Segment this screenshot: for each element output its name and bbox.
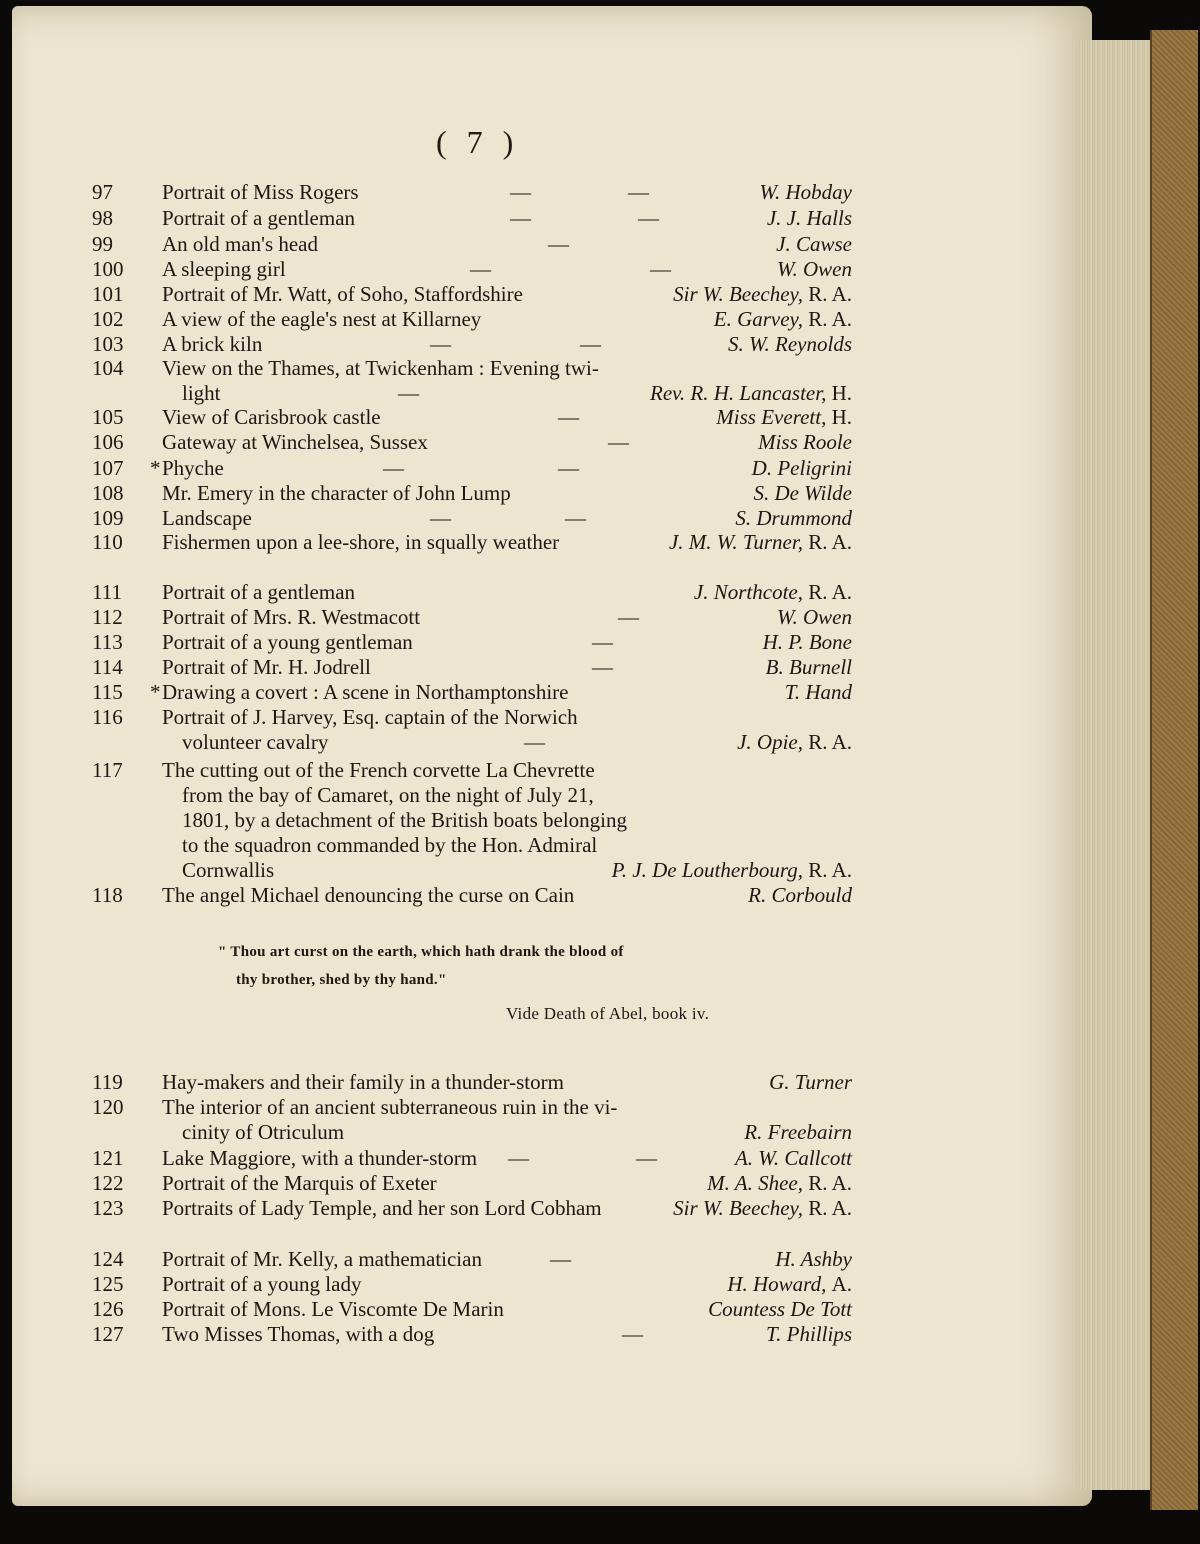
dash-separator: — — [638, 206, 659, 230]
page-number: ( 7 ) — [436, 124, 520, 160]
entry-number: 97 — [92, 180, 113, 204]
entry-artist: S. De Wilde — [753, 481, 852, 505]
entry-title: Portrait of a young gentleman — [162, 630, 413, 654]
dash-separator: — — [565, 506, 586, 530]
dash-separator: — — [430, 506, 451, 530]
entry-title: Mr. Emery in the character of John Lump — [162, 481, 511, 505]
entry-title-line: Cornwallis — [182, 858, 275, 882]
entry-number: 109 — [92, 506, 124, 530]
entry-row — [0, 1322, 1080, 1348]
entry-artist: Sir W. Beechey, R. A. — [673, 282, 852, 306]
entry-title: View on the Thames, at Twickenham : Evening twi- — [162, 356, 599, 380]
entry-number: 116 — [92, 705, 123, 729]
entry-row — [0, 580, 1080, 606]
asterisk-mark: * — [150, 456, 161, 480]
artist-suffix: R. A. — [808, 1196, 852, 1220]
entry-number: 124 — [92, 1247, 124, 1271]
entry-title: Portrait of Mr. Kelly, a mathematician — [162, 1247, 482, 1271]
entry-number: 122 — [92, 1171, 124, 1195]
entry-title: Portrait of a gentleman — [162, 580, 356, 604]
asterisk-mark: * — [150, 680, 161, 704]
entry-title: Portrait of Miss Rogers — [162, 180, 359, 204]
entry-number: 127 — [92, 1322, 124, 1346]
dash-separator: — — [618, 605, 639, 629]
entry-artist: W. Owen — [776, 605, 852, 629]
dash-separator: — — [430, 332, 451, 356]
entry-row — [0, 605, 1080, 631]
entry-number: 112 — [92, 605, 123, 629]
entry-artist: Rev. R. H. Lancaster, H. — [650, 381, 852, 405]
entry-number: 103 — [92, 332, 124, 356]
entry-title: Portrait of Mr. Watt, of Soho, Staffordshire — [162, 282, 523, 306]
entry-row — [0, 307, 1080, 333]
artist-suffix: H. — [831, 405, 852, 429]
entry-row — [0, 1095, 1080, 1121]
entry-row — [0, 1297, 1080, 1323]
entry-artist: G. Turner — [769, 1070, 852, 1094]
dash-separator: — — [608, 430, 629, 454]
entry-title-line: 1801, by a detachment of the British boats belonging — [182, 808, 627, 832]
entry-number: 111 — [92, 580, 122, 604]
entry-number: 113 — [92, 630, 123, 654]
entry-title: A sleeping girl — [162, 257, 286, 281]
entry-continuation — [0, 783, 1080, 809]
entry-title: Hay-makers and their family in a thunder-storm — [162, 1070, 564, 1094]
entry-row — [0, 456, 1080, 482]
artist-suffix: R. A. — [808, 858, 852, 882]
entry-row — [0, 257, 1080, 283]
entry-continuation — [0, 381, 1080, 407]
entry-title: Portrait of J. Harvey, Esq. captain of the Norwich — [162, 705, 578, 729]
entry-title: A view of the eagle's nest at Killarney — [162, 307, 482, 331]
entry-title: Portrait of a gentleman — [162, 206, 356, 230]
entry-row — [0, 1196, 1080, 1222]
entry-artist: Sir W. Beechey, R. A. — [673, 1196, 852, 1220]
entry-artist: R. Freebairn — [744, 1120, 852, 1144]
entry-artist: B. Burnell — [765, 655, 852, 679]
entry-number: 125 — [92, 1272, 124, 1296]
entry-artist: J. Northcote, R. A. — [693, 580, 852, 604]
entry-row — [0, 1272, 1080, 1298]
artist-suffix: H. — [831, 381, 852, 405]
entry-artist: J. M. W. Turner, R. A. — [668, 530, 852, 554]
entry-artist: Miss Everett, H. — [716, 405, 852, 429]
dash-separator: — — [592, 630, 613, 654]
entry-row — [0, 883, 1080, 909]
dash-separator: — — [558, 456, 579, 480]
quote-reference: Vide Death of Abel, book iv. — [506, 1004, 710, 1023]
entry-artist: M. A. Shee, R. A. — [707, 1171, 852, 1195]
entry-row — [0, 356, 1080, 382]
entry-row — [0, 705, 1080, 731]
dash-separator: — — [398, 381, 419, 405]
entry-title: Landscape — [162, 506, 252, 530]
entry-title-line: light — [182, 381, 221, 405]
entry-row — [0, 232, 1080, 258]
artist-suffix: A. — [831, 1272, 852, 1296]
entry-number: 120 — [92, 1095, 124, 1119]
entry-title: Portrait of Mons. Le Viscomte De Marin — [162, 1297, 504, 1321]
dash-separator: — — [580, 332, 601, 356]
entry-row — [0, 1247, 1080, 1273]
entry-row — [0, 758, 1080, 784]
entry-title: The angel Michael denouncing the curse on Cain — [162, 883, 575, 907]
entry-title: Fishermen upon a lee-shore, in squally weather — [162, 530, 560, 554]
entry-number: 99 — [92, 232, 113, 256]
entry-number: 123 — [92, 1196, 124, 1220]
artist-suffix: R. A. — [808, 1171, 852, 1195]
dash-separator: — — [524, 730, 545, 754]
entry-number: 110 — [92, 530, 123, 554]
dash-separator: — — [550, 1247, 571, 1271]
entry-continuation — [0, 1120, 1080, 1146]
entry-row — [0, 530, 1080, 556]
entry-artist: T. Phillips — [766, 1322, 852, 1346]
entry-title: Portrait of a young lady — [162, 1272, 362, 1296]
artist-suffix: R. A. — [808, 730, 852, 754]
dash-separator: — — [650, 257, 671, 281]
artist-suffix: R. A. — [808, 307, 852, 331]
entry-artist: A. W. Callcott — [734, 1146, 852, 1170]
entry-number: 98 — [92, 206, 113, 230]
entry-title-line: cinity of Otriculum — [182, 1120, 345, 1144]
artist-suffix: R. A. — [808, 580, 852, 604]
entry-artist: J. Cawse — [776, 232, 852, 256]
entry-row — [0, 481, 1080, 507]
dash-separator: — — [628, 180, 649, 204]
dash-separator: — — [636, 1146, 657, 1170]
dash-separator: — — [558, 405, 579, 429]
entry-row — [0, 430, 1080, 456]
entry-row — [0, 332, 1080, 358]
entry-artist: T. Hand — [784, 680, 852, 704]
entry-row — [0, 655, 1080, 681]
entry-title: View of Carisbrook castle — [162, 405, 381, 429]
dash-separator: — — [383, 456, 404, 480]
entry-artist: Miss Roole — [758, 430, 852, 454]
entry-title: The cutting out of the French corvette La Chevrette — [162, 758, 595, 782]
quote-line-2: thy brother, shed by thy hand." — [236, 972, 447, 988]
entry-continuation — [0, 833, 1080, 859]
entry-artist: W. Hobday — [759, 180, 852, 204]
entry-artist: H. Howard, A. — [727, 1272, 852, 1296]
entry-number: 119 — [92, 1070, 123, 1094]
entry-title: Two Misses Thomas, with a dog — [162, 1322, 435, 1346]
entry-row — [0, 630, 1080, 656]
entry-row — [0, 680, 1080, 706]
entry-number: 102 — [92, 307, 124, 331]
entry-title: Portrait of Mrs. R. Westmacott — [162, 605, 421, 629]
entry-artist: H. P. Bone — [762, 630, 852, 654]
entry-title: Portraits of Lady Temple, and her son Lord Cobham — [162, 1196, 602, 1220]
entry-number: 105 — [92, 405, 124, 429]
entry-row — [0, 180, 1080, 206]
entry-title-line: from the bay of Camaret, on the night of July 21, — [182, 783, 594, 807]
entry-number: 100 — [92, 257, 124, 281]
dash-separator: — — [470, 257, 491, 281]
entry-number: 106 — [92, 430, 124, 454]
entry-continuation — [0, 808, 1080, 834]
entry-artist: P. J. De Loutherbourg, R. A. — [611, 858, 852, 882]
dash-separator: — — [622, 1322, 643, 1346]
dash-separator: — — [592, 655, 613, 679]
entry-title: A brick kiln — [162, 332, 263, 356]
book-cover — [1150, 30, 1198, 1510]
entry-artist: S. Drummond — [735, 506, 852, 530]
entry-continuation — [0, 730, 1080, 756]
dash-separator: — — [510, 180, 531, 204]
entry-title: Gateway at Winchelsea, Sussex — [162, 430, 428, 454]
entry-artist: S. W. Reynolds — [727, 332, 852, 356]
entry-row — [0, 282, 1080, 308]
page-edges — [1078, 40, 1158, 1490]
entry-title-line: to the squadron commanded by the Hon. Admiral — [182, 833, 598, 857]
entry-number: 114 — [92, 655, 123, 679]
entry-title: Portrait of the Marquis of Exeter — [162, 1171, 437, 1195]
entry-number: 101 — [92, 282, 124, 306]
entry-row — [0, 1171, 1080, 1197]
entry-number: 117 — [92, 758, 123, 782]
entry-title: Drawing a covert : A scene in Northamptonshire — [162, 680, 569, 704]
entry-number: 115 — [92, 680, 123, 704]
artist-suffix: R. A. — [808, 530, 852, 554]
entry-title: Phyche — [162, 456, 224, 480]
dash-separator: — — [510, 206, 531, 230]
entry-number: 118 — [92, 883, 123, 907]
entry-title: Portrait of Mr. H. Jodrell — [162, 655, 371, 679]
entry-artist: J. J. Halls — [766, 206, 852, 230]
entry-number: 107 — [92, 456, 124, 480]
entry-artist: W. Owen — [776, 257, 852, 281]
entry-row — [0, 1146, 1080, 1172]
dash-separator: — — [508, 1146, 529, 1170]
dash-separator: — — [548, 232, 569, 256]
entry-continuation — [0, 858, 1080, 884]
entry-title: An old man's head — [162, 232, 319, 256]
quote-line-1: " Thou art curst on the earth, which hath drank the blood of — [218, 944, 624, 960]
entry-title: Lake Maggiore, with a thunder-storm — [162, 1146, 478, 1170]
entry-number: 121 — [92, 1146, 124, 1170]
entry-row — [0, 506, 1080, 532]
entry-artist: H. Ashby — [775, 1247, 852, 1271]
entry-artist: E. Garvey, R. A. — [713, 307, 852, 331]
entry-row — [0, 206, 1080, 232]
entry-artist: D. Peligrini — [751, 456, 852, 480]
entry-artist: R. Corbould — [748, 883, 852, 907]
entry-number: 126 — [92, 1297, 124, 1321]
entry-row — [0, 1070, 1080, 1096]
entry-number: 104 — [92, 356, 124, 380]
entry-title: The interior of an ancient subterraneous ruin in the vi- — [162, 1095, 618, 1119]
entry-title-line: volunteer cavalry — [182, 730, 329, 754]
entry-artist: Countess De Tott — [708, 1297, 852, 1321]
artist-suffix: R. A. — [808, 282, 852, 306]
entry-row — [0, 405, 1080, 431]
entry-artist: J. Opie, R. A. — [737, 730, 852, 754]
entry-number: 108 — [92, 481, 124, 505]
